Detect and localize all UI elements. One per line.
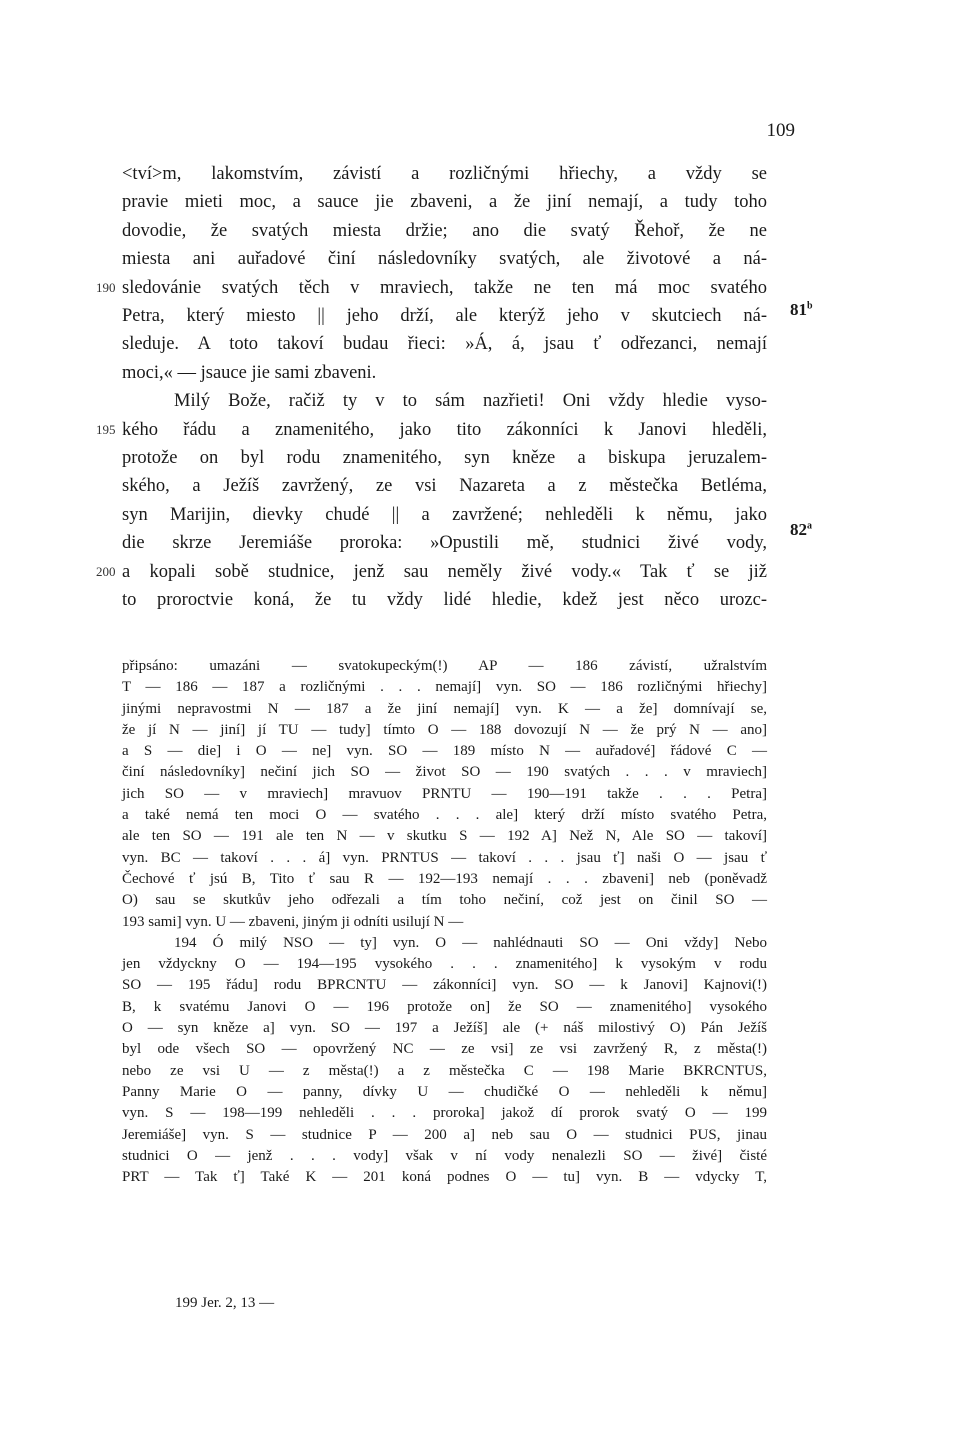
footnote-line: vyn. S — 198—199 nehleděli . . . proroka] jakož dí prorok svatý O — 199 [122, 1105, 767, 1122]
footnote-line: Jeremiáše] vyn. S — studnice P — 200 a] neb sau O — studnici PUS, jinau [122, 1126, 767, 1143]
line-number: 200 [96, 563, 116, 579]
footnote-line: činí následovníky] nečiní jich SO — život SO — 190 svatých . . . v mraviech] [122, 764, 767, 781]
footnote-line: jich SO — v mraviech] mravuov PRNTU — 190—191 takže . . . Petra] [122, 785, 767, 802]
text-line: <tví>m, lakomstvím, závistí a rozličnými hřiechy, a vždy se [122, 164, 767, 184]
footnote-line: 193 sami] vyn. U — zbaveni, jiným ji odníti usilují N — [122, 913, 464, 930]
footnote-line: jinými nepravostmi N — 187 a že jiní nemají] vyn. K — a že] domnívají se, [122, 700, 767, 717]
footnote-line: ale ten SO — 191 ale ten N — v skutku S — 192 A] Než N, Ale SO — takoví] [122, 828, 767, 845]
text-line: protože on byl rodu znamenitého, syn kněze a biskupa jeruzalem- [122, 448, 767, 469]
scripture-reference: 199 Jer. 2, 13 — [175, 1295, 275, 1311]
footnote-line: a také nemá ten moci O — svatého . . . ale] který drží místo svatého Petra, [122, 807, 767, 824]
page-number: 109 [766, 120, 795, 141]
margin-reference: 82$^a$ [790, 520, 812, 539]
footnote-line: O) sau se skutkův jeho odřezali a tím toho nečiní, což jest on činil SO — [122, 892, 767, 909]
text-line: 200 a kopali sobě studnice, jenž sau neměly živé vody.« Tak ť se již [122, 558, 767, 586]
footnote-line: nebo ze vsi U — z města(!) a z městečka C — 198 Marie BKRCNTUS, [122, 1062, 767, 1079]
text-line: moci,« — jsauce jie sami zbaveni. [122, 362, 377, 383]
footnote-line: PRT — Tak ť] Také K — 201 koná podnes O — tu] vyn. B — vdycky T, [122, 1169, 767, 1186]
text-line: syn Marijin, dievky chudé || a zavržené; nehleděli k němu, jako [122, 504, 767, 525]
footnote-line: studnici O — jenž . . . vody] však v ní vody nenalezli SO — živé] čisté [122, 1147, 767, 1164]
text-line: 195 kého řádu a znamenitého, jako tito zákonníci k Janovi hleděli, [122, 416, 767, 444]
footnote-line: a S — die] i O — ne] vyn. SO — 189 místo N — auřadové] řádové C — [122, 743, 767, 760]
text-line: Petra, který miesto || jeho drží, ale kterýž jeho v skutciech ná- [122, 306, 767, 327]
footnote-line: O — syn kněze a] vyn. SO — 197 a Ježíš] ale (+ náš milostivý O) Pán Ježíš [122, 1020, 767, 1037]
footnote-line: SO — 195 řádu] rodu BPRCNTU — zákonníci] vyn. SO — k Janovi] Kajnovi(!) [122, 977, 767, 994]
line-number: 195 [96, 421, 116, 437]
text-line: miesta ani auřadové činí následovníky svatých, ale životové a ná- [122, 249, 767, 270]
footnote-line: připsáno: umazáni — svatokupeckým(!) AP — 186 závistí, užralstvím [122, 658, 767, 674]
footnote-line: že jí N — jiní] jí TU — tudy] tímto O — 188 dovozují N — že prý N — ano] [122, 721, 767, 738]
footnote-line: Panny Marie O — panny, dívky U — chudičké O — nehleděli k němu] [122, 1083, 767, 1100]
footnote-line: B, k svatému Janovi O — 196 protože on] že SO — znamenitého] vysokého [122, 998, 767, 1015]
text-line: to proroctvie koná, že tu vždy lidé hledie, kdež jest něco urozc- [122, 590, 767, 611]
footnote-line: jen vždyckny O — 194—195 vysokého . . . znamenitého] k vysokým v rodu [122, 956, 767, 973]
line-number: 190 [96, 279, 116, 295]
critical-apparatus [122, 656, 767, 1188]
main-text [96, 160, 767, 615]
text-line: dovodie, že svatých miesta držie; ano die svatý Řehoř, že ne [122, 220, 767, 241]
text-line: pravie mieti moc, a sauce jie zbaveni, a že jiní nemají, a tudy toho [122, 192, 767, 213]
text-line: 190 sledovánie svatých těch v mraviech, takže ne ten má moc svatého [122, 274, 767, 302]
text-line: ského, a Ježíš zavržený, ze vsi Nazareta a z městečka Betléma, [122, 476, 767, 497]
text-line: Milý Bože, račiž ty v to sám nazřieti! Oni vždy hledie vyso- [174, 391, 767, 412]
footnote-line: 194 Ó milý NSO — ty] vyn. O — nahlédnauti SO — Oni vždy] Nebo [174, 934, 767, 951]
text-line: die skrze Jeremiáše proroka: »Opustili mě, studnici živé vody, [122, 533, 767, 554]
footnote-line: vyn. BC — takoví . . . á] vyn. PRNTUS — takoví . . . jsau ť] naši O — jsau ť [122, 849, 767, 866]
text-line: sleduje. A toto takoví budau řieci: »Á, á, jsau ť odřezanci, nemají [122, 334, 767, 355]
footnote-line: Čechové ť jsú B, Tito ť sau R — 192—193 nemají . . . zbaveni] neb (poněvadž [122, 870, 767, 887]
footnote-line: byl ode všech SO — opovržený NC — ze vsi] ze vsi zavržený R, z města(!) [122, 1041, 767, 1058]
margin-reference: 81$^b$ [790, 300, 813, 319]
footnote-line: T — 186 — 187 a rozličnými . . . nemají] vyn. SO — 186 rozličnými hřiechy] [122, 679, 767, 696]
